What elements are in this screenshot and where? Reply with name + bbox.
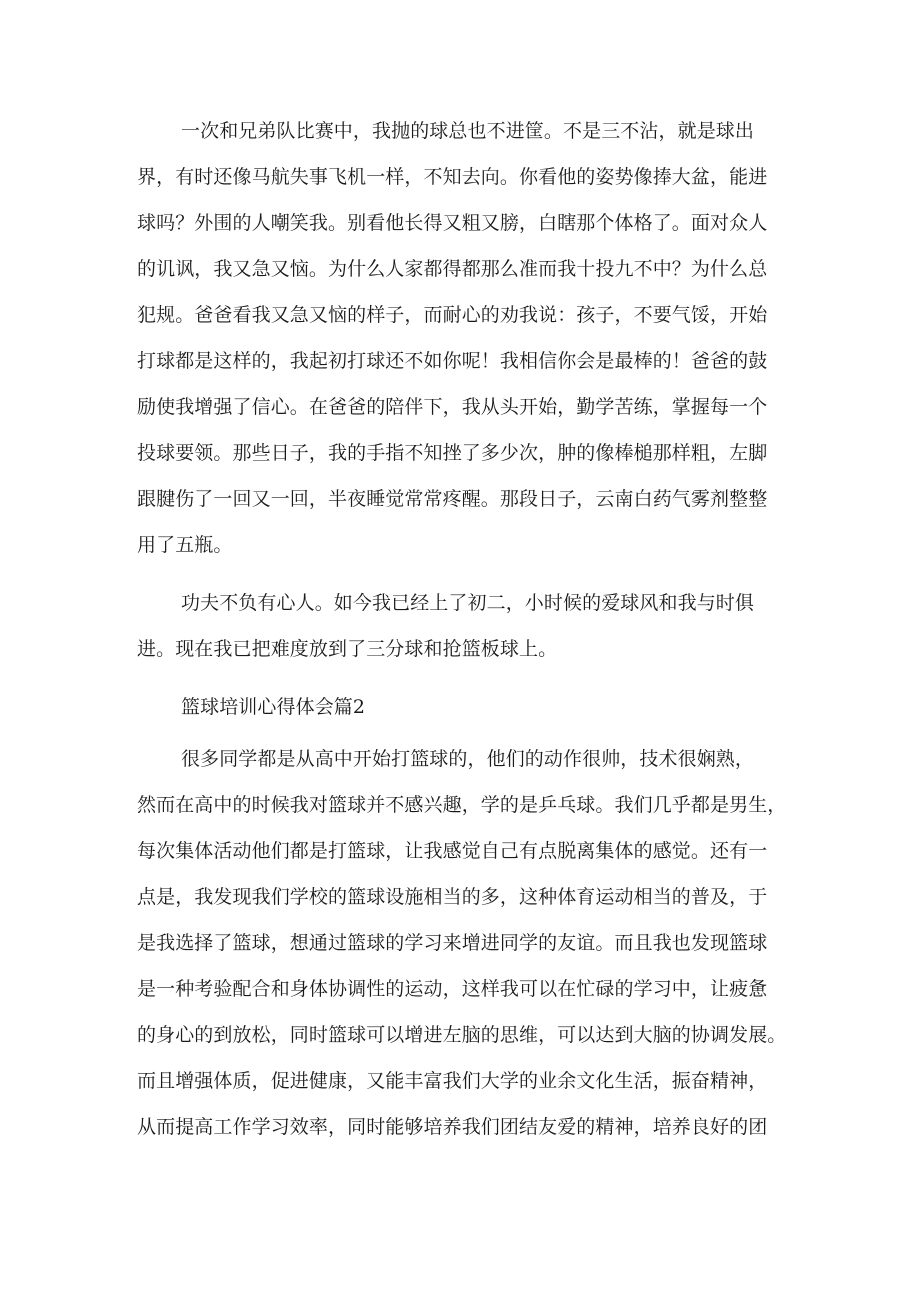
paragraph-3-line: 很多同学都是从高中开始打篮球的，他们的动作很帅，技术很娴熟， [181, 748, 755, 770]
paragraph-1-line: 犯规。爸爸看我又急又恼的样子，而耐心的劝我说：孩子，不要气馁，开始 [137, 304, 768, 326]
paragraph-3-line: 是我选择了篮球，想通过篮球的学习来增进同学的友谊。而且我也发现篮球 [137, 932, 768, 954]
paragraph-3-line: 从而提高工作学习效率，同时能够培养我们团结友爱的精神，培养良好的团 [137, 1116, 768, 1138]
paragraph-3-line: 然而在高中的时候我对篮球并不感兴趣，学的是乒乓球。我们几乎都是男生， [137, 794, 787, 816]
paragraph-3-line: 是一种考验配合和身体协调性的运动，这样我可以在忙碌的学习中，让疲惫 [137, 978, 768, 1000]
paragraph-1-line: 球吗？外围的人嘲笑我。别看他长得又粗又膀，白瞎那个体格了。面对众人 [137, 212, 768, 234]
paragraph-3-line: 每次集体活动他们都是打篮球，让我感觉自己有点脱离集体的感觉。还有一 [137, 840, 768, 862]
paragraph-1-line: 投球要领。那些日子，我的手指不知挫了多少次，肿的像棒槌那样粗，左脚 [137, 442, 768, 464]
paragraph-1-line: 跟腱伤了一回又一回，半夜睡觉常常疼醒。那段日子，云南白药气雾剂整整 [137, 488, 768, 510]
paragraph-1-line: 打球都是这样的，我起初打球还不如你呢！我相信你会是最棒的！爸爸的鼓 [137, 350, 768, 372]
paragraph-1-line: 的讥讽，我又急又恼。为什么人家都得都那么准而我十投九不中？为什么总 [137, 258, 768, 280]
paragraph-2-line: 功夫不负有心人。如今我已经上了初二，小时候的爱球风和我与时俱 [181, 592, 755, 614]
paragraph-2-line: 进。现在我已把难度放到了三分球和抢篮板球上。 [137, 638, 558, 660]
paragraph-1-line: 励使我增强了信心。在爸爸的陪伴下，我从头开始，勤学苦练，掌握每一个 [137, 396, 768, 418]
paragraph-1-line: 一次和兄弟队比赛中，我抛的球总也不进筐。不是三不沾，就是球出 [181, 120, 755, 142]
paragraph-3-line: 的身心的到放松，同时篮球可以增进左脑的思维，可以达到大脑的协调发展。 [137, 1024, 787, 1046]
section-heading: 篮球培训心得体会篇2 [181, 696, 366, 718]
paragraph-1-line: 界，有时还像马航失事飞机一样，不知去向。你看他的姿势像捧大盆，能进 [137, 166, 768, 188]
paragraph-1-line: 用了五瓶。 [137, 534, 233, 556]
paragraph-3-line: 而且增强体质，促进健康，又能丰富我们大学的业余文化生活，振奋精神， [137, 1070, 768, 1092]
paragraph-3-line: 点是，我发现我们学校的篮球设施相当的多，这种体育运动相当的普及，于 [137, 886, 768, 908]
